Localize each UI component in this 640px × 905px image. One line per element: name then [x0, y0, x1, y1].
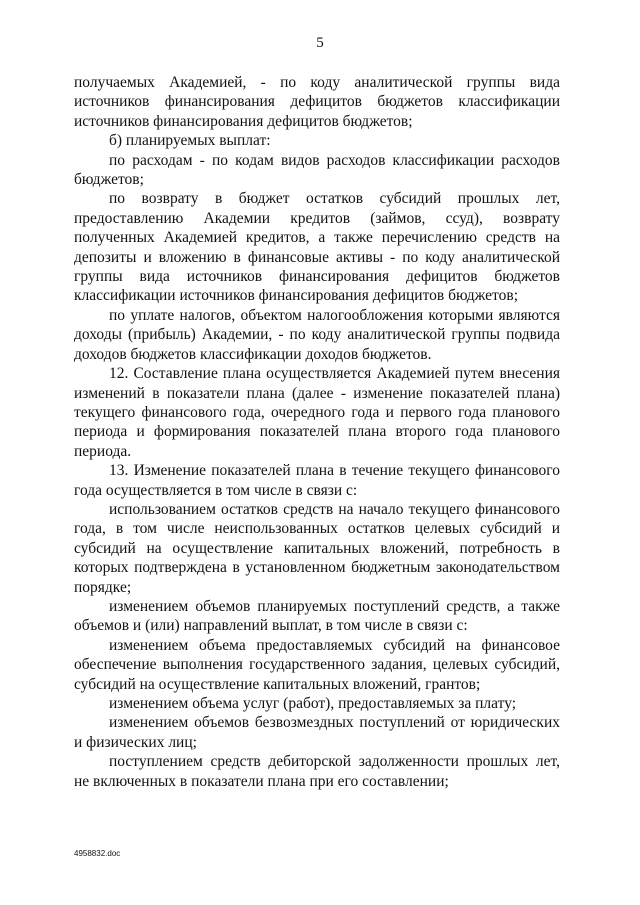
document-body	[74, 73, 560, 791]
paragraph-item-13: 13. Изменение показателей плана в течение текущего финансового года осуществляется в том числе в связи с:	[74, 462, 560, 499]
paragraph: б) планируемых выплат:	[109, 132, 271, 150]
paragraph: изменением объема предоставляемых субсидий на финансовое обеспечение выполнения государственного задания, целевых субсидий, субсидий на осуществление капитальных вложений, грантов;	[74, 636, 560, 693]
paragraph: по возврату в бюджет остатков субсидий прошлых лет, предоставлению Академии кредитов (займов, ссуд), возврату полученных Академией кредитов, а также перечислению средств на депозиты и вложению в финансовые активы - по коду аналитической группы вида источников финансирования дефицитов бюджетов классификации источников финансирования дефицитов бюджетов;	[74, 190, 560, 305]
paragraph-continuation: получаемых Академией, - по коду аналитической группы вида источников финансирования дефицитов бюджетов классификации источников финансирования дефицитов бюджетов;	[74, 74, 560, 130]
paragraph: изменением объемов планируемых поступлений средств, а также объемов и (или) направлений выплат, в том числе в связи с:	[74, 597, 560, 635]
paragraph-item-12: 12. Составление плана осуществляется Академией путем внесения изменений в показатели плана (далее - изменение показателей плана) текущего финансового года, очередного года и первого года планового периода и формирования показателей плана второго года планового периода.	[74, 365, 560, 460]
paragraph: изменением объемов безвозмездных поступлений от юридических и физических лиц;	[74, 714, 560, 751]
page-number: 5	[316, 35, 324, 51]
paragraph: по расходам - по кодам видов расходов классификации расходов бюджетов;	[74, 151, 560, 189]
paragraph: по уплате налогов, объектом налогообложения которыми являются доходы (прибыль) Академии, - по коду аналитической группы подвида доходов бюджетов классификации доходов бюджетов.	[74, 306, 560, 363]
paragraph: использованием остатков средств на начало текущего финансового года, в том числе неиспользованных остатков целевых субсидий и субсидий на осуществление капитальных вложений, потребность в которых подтверждена в установленном бюджетным законодательством порядке;	[74, 500, 560, 596]
footer-filename: 4958832.doc	[74, 849, 121, 858]
paragraph: поступлением средств дебиторской задолженности прошлых лет, не включенных в показатели плана при его составлении;	[74, 753, 560, 790]
paragraph: изменением объема услуг (работ), предоставляемых за плату;	[109, 695, 517, 712]
